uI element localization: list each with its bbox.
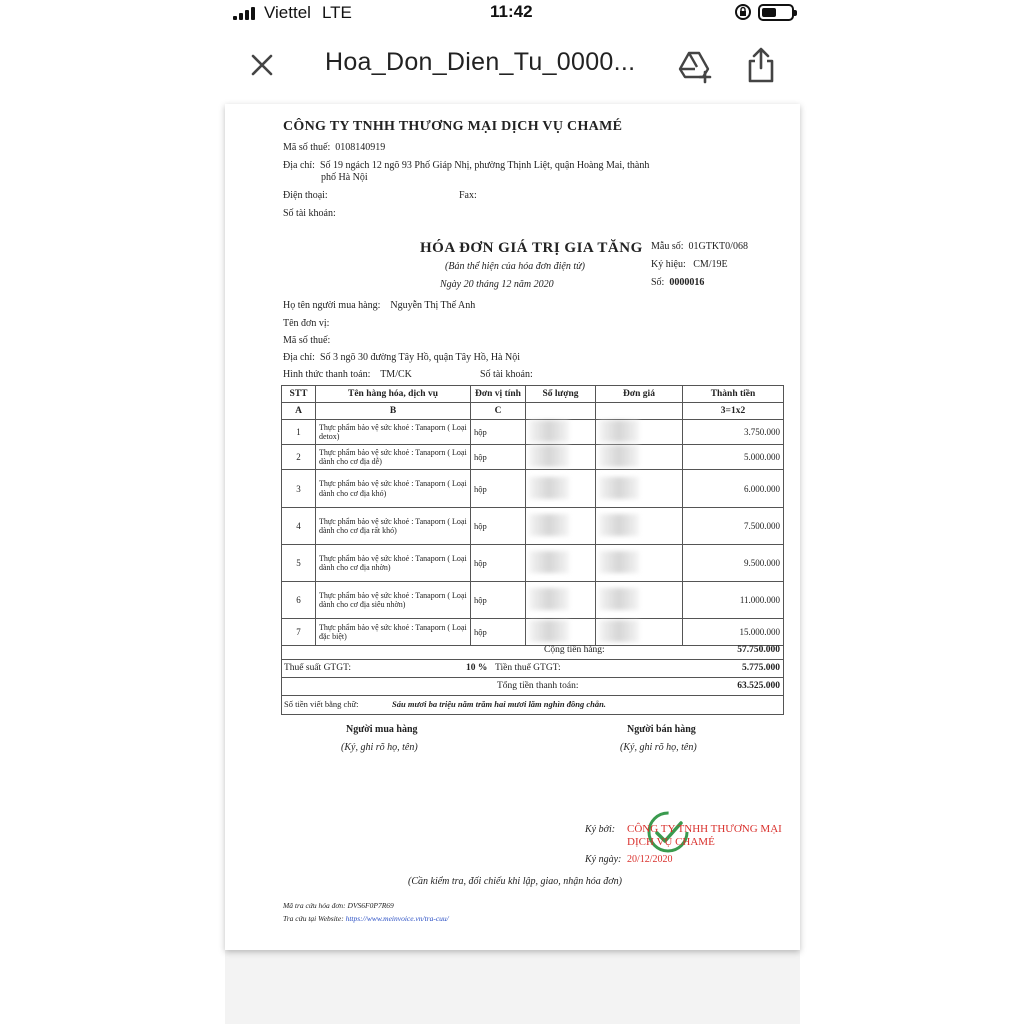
subtotal-label: Cộng tiền hàng: [544,645,605,655]
rotation-lock-icon [734,3,752,21]
col-code: A [282,403,316,420]
row-unit: hộp [471,420,526,445]
table-row [282,508,784,545]
items-body [282,420,784,646]
row-stt: 1 [282,420,316,445]
row-stt: 4 [282,508,316,545]
lookup-label: Mã tra cứu hóa đơn: [283,901,346,910]
row-amount: 3.750.000 [683,420,784,445]
row-amount: 15.000.000 [683,619,784,646]
row-stt: 7 [282,619,316,646]
seller-tax-code: 0108140919 [335,142,386,153]
buyer-name: Nguyễn Thị Thế Anh [390,300,476,311]
row-price-blurred [596,508,683,545]
row-unit: hộp [471,445,526,470]
row-stt: 3 [282,470,316,508]
row-quantity-blurred [526,545,596,582]
row-amount: 9.500.000 [683,545,784,582]
battery-icon [758,4,794,21]
row-product: Thực phẩm bảo vệ sức khoẻ : Tanaporn ( Loại detox) [316,420,471,445]
form-number [651,241,748,252]
invoice-subtitle: (Bản thể hiện của hóa đơn điện tử) [445,261,585,272]
col-header: Tên hàng hóa, dịch vụ [316,386,471,403]
buyer-sign-sub: (Ký, ghi rõ họ, tên) [341,742,418,753]
network-label: LTE [321,3,352,22]
table-row [282,445,784,470]
row-stt: 6 [282,582,316,619]
seller-fax-label: Fax: [459,190,477,201]
words-value: Sáu mươi ba triệu năm trăm hai mươi lăm nghìn đồng chẵn. [392,699,606,709]
row-unit: hộp [471,582,526,619]
buyer-tax-label: Mã số thuế: [283,335,331,346]
row-amount: 6.000.000 [683,470,784,508]
row-price-blurred [596,420,683,445]
vat-rate-value: 10 % [466,663,488,673]
total-label: Tổng tiền thanh toán: [497,681,579,691]
seller-address-label: Địa chỉ: [283,160,315,171]
row-quantity-blurred [526,470,596,508]
row-quantity-blurred [526,582,596,619]
total-row [282,678,783,696]
number-value: 0000016 [669,277,705,288]
row-price-blurred [596,470,683,508]
vat-label: Tiền thuế GTGT: [495,663,561,673]
vat-rate-label: Thuế suất GTGT: [284,663,352,673]
table-row [282,420,784,445]
viewer-toolbar [225,30,800,100]
col-header: Đơn giá [596,386,683,403]
seller-sign-sub: (Ký, ghi rõ họ, tên) [620,742,697,753]
invoice-date: Ngày 20 tháng 12 năm 2020 [440,279,554,290]
payment-method: TM/CK [380,369,412,380]
col-code: C [471,403,526,420]
row-quantity-blurred [526,508,596,545]
row-product: Thực phẩm bảo vệ sức khoẻ : Tanaporn ( Loại dành cho cơ địa nhờn) [316,545,471,582]
number-label: Số: [651,277,665,288]
buyer-sign-title: Người mua hàng [346,724,418,735]
row-unit: hộp [471,508,526,545]
row-price-blurred [596,445,683,470]
invoice-title: HÓA ĐƠN GIÁ TRỊ GIA TĂNG [420,240,643,256]
symbol-label: Ký hiệu: [651,259,686,270]
website-link[interactable]: https://www.meinvoice.vn/tra-cuu/ [345,914,449,923]
signal-icon [233,6,255,20]
signed-by-line1: CÔNG TY TNHH THƯƠNG MẠI [627,823,782,835]
col-code: 3=1x2 [683,403,784,420]
clock: 11:42 [490,2,533,21]
row-product: Thực phẩm bảo vệ sức khoẻ : Tanaporn ( Loại dành cho cơ địa rất khó) [316,508,471,545]
buyer-unit-label: Tên đơn vị: [283,318,330,329]
table-row [282,470,784,508]
seller-address-line2: phố Hà Nội [321,172,368,183]
row-stt: 2 [282,445,316,470]
row-product: Thực phẩm bảo vệ sức khoẻ : Tanaporn ( Loại dành cho cơ địa siêu nhờn) [316,582,471,619]
document-title: Hoa_Don_Dien_Tu_0000... [325,48,636,76]
form-value: 01GTKT0/068 [688,241,748,252]
buyer-name-label: Họ tên người mua hàng: [283,300,381,311]
row-product: Thực phẩm bảo vệ sức khoẻ : Tanaporn ( Loại dành cho cơ địa khó) [316,470,471,508]
row-stt: 5 [282,545,316,582]
signed-by-line2: DỊCH VỤ CHAMÉ [627,836,715,848]
seller-tax-label: Mã số thuế: [283,142,331,153]
buyer-name-line [283,300,475,311]
col-code [526,403,596,420]
lookup-code: DVS6F0P7R69 [347,901,394,910]
col-code [596,403,683,420]
col-code: B [316,403,471,420]
row-price-blurred [596,545,683,582]
row-quantity-blurred [526,420,596,445]
table-row [282,582,784,619]
row-unit: hộp [471,619,526,646]
vat-row [282,660,783,678]
payment-line [283,369,412,380]
col-header: STT [282,386,316,403]
table-header-row [282,386,784,403]
add-to-drive-icon[interactable] [677,48,713,84]
check-note: (Cần kiểm tra, đối chiếu khi lập, giao, nhận hóa đơn) [408,876,622,887]
row-amount: 11.000.000 [683,582,784,619]
seller-account-label: Số tài khoản: [283,208,336,219]
row-quantity-blurred [526,445,596,470]
symbol-value: CM/19E [693,259,728,270]
subtotal-value: 57.750.000 [737,645,780,655]
status-left [233,3,352,23]
total-value: 63.525.000 [737,681,780,691]
status-bar [0,0,1024,26]
seller-tax-line [283,142,385,153]
buyer-address-line [283,352,520,363]
row-product: Thực phẩm bảo vệ sức khoẻ : Tanaporn ( Loại đặc biệt) [316,619,471,646]
row-product: Thực phẩm bảo vệ sức khoẻ : Tanaporn ( Loại dành cho cơ địa dễ) [316,445,471,470]
row-unit: hộp [471,545,526,582]
invoice-number [651,277,704,288]
carrier-label: Viettel [264,3,311,22]
vat-value: 5.775.000 [742,663,780,673]
totals-block [281,642,784,715]
signed-by-label: Ký bởi: [585,824,616,835]
col-header: Số lượng [526,386,596,403]
buyer-address-label: Địa chỉ: [283,352,315,363]
col-header: Thành tiền [683,386,784,403]
signed-date-label: Ký ngày: [585,854,622,865]
status-right [734,3,794,21]
col-header: Đơn vị tính [471,386,526,403]
seller-sign-title: Người bán hàng [627,724,696,735]
website-line [283,914,449,923]
website-label: Tra cứu tại Website: [283,914,344,923]
table-row [282,545,784,582]
words-label: Số tiền viết bằng chữ: [284,699,359,709]
row-amount: 5.000.000 [683,445,784,470]
buyer-address: Số 3 ngõ 30 đường Tây Hồ, quận Tây Hồ, Hà Nội [319,352,520,363]
signed-date: 20/12/2020 [627,854,673,865]
table-code-row [282,403,784,420]
invoice-page [225,104,800,950]
seller-phone-label: Điện thoại: [283,190,328,201]
seller-address-line [283,160,649,171]
lookup-line [283,901,394,910]
buyer-account-label: Số tài khoản: [480,369,533,380]
words-row [282,696,783,714]
document-viewer[interactable] [225,104,800,1024]
seller-name: CÔNG TY TNHH THƯƠNG MẠI DỊCH VỤ CHAMÉ [283,119,623,134]
symbol [651,259,728,270]
row-price-blurred [596,582,683,619]
seller-address: Số 19 ngách 12 ngõ 93 Phố Giáp Nhị, phường Thịnh Liệt, quận Hoàng Mai, thành [319,160,650,171]
items-table [281,385,784,646]
form-label: Mẫu số: [651,241,684,252]
close-icon[interactable] [247,50,277,80]
payment-label: Hình thức thanh toán: [283,369,371,380]
row-amount: 7.500.000 [683,508,784,545]
row-unit: hộp [471,470,526,508]
share-icon[interactable] [745,46,777,84]
subtotal-row [282,642,783,660]
